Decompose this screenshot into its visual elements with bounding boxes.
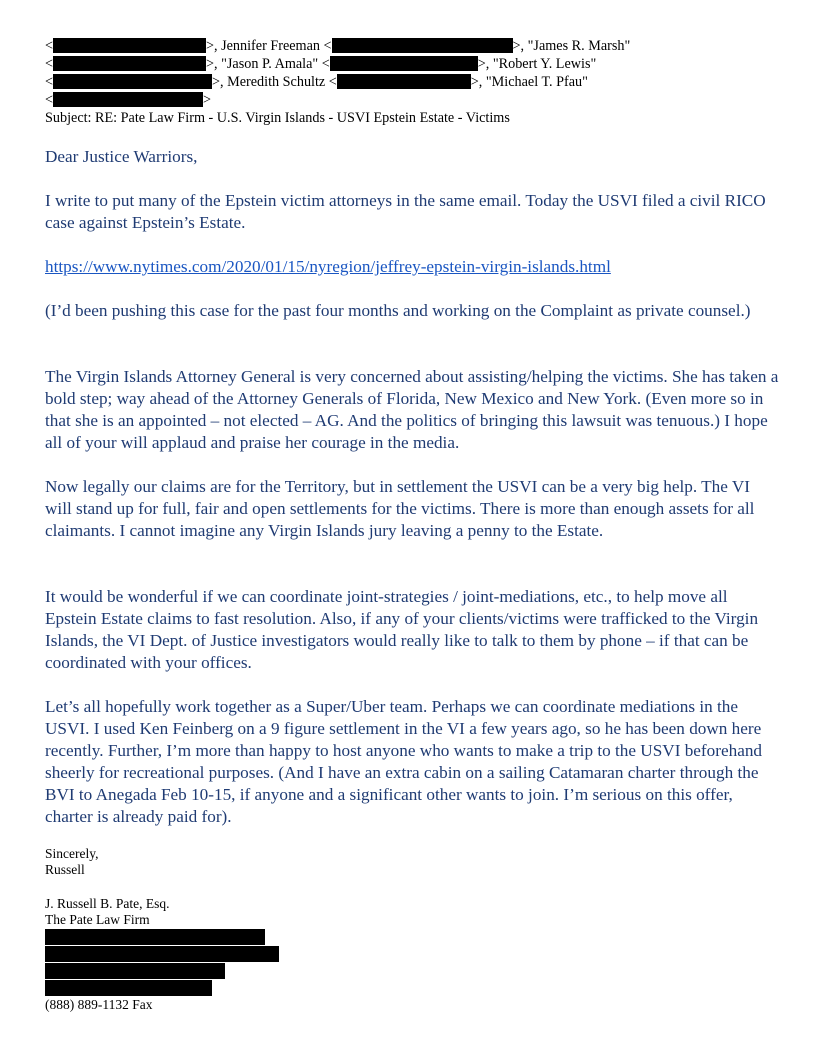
salutation: Dear Justice Warriors, bbox=[45, 147, 198, 166]
redaction-bar bbox=[337, 74, 471, 89]
bracket: < bbox=[45, 38, 54, 54]
recipient-robert-lewis: >, "Robert Y. Lewis" bbox=[477, 56, 597, 72]
recipients-line-1 bbox=[45, 38, 630, 54]
nytimes-link[interactable]: https://www.nytimes.com/2020/01/15/nyregion/jeffrey-epstein-virgin-islands.html bbox=[45, 257, 611, 276]
closing: Sincerely, bbox=[45, 846, 99, 861]
recipient-jason-amala: >, "Jason P. Amala" < bbox=[206, 56, 330, 72]
redaction-bar bbox=[45, 963, 225, 979]
redaction-bar bbox=[330, 56, 478, 71]
recipient-meredith-schultz: >, Meredith Schultz < bbox=[212, 74, 337, 90]
paragraph-background: (I’d been pushing this case for the past four months and working on the Complaint as private counsel.) bbox=[45, 301, 751, 320]
recipient-michael-pfau: >, "Michael T. Pfau" bbox=[470, 74, 588, 90]
bracket: < bbox=[45, 74, 54, 90]
redaction-bar bbox=[45, 946, 279, 962]
signer-full-name: J. Russell B. Pate, Esq. bbox=[45, 896, 170, 911]
redaction-bar bbox=[332, 38, 513, 53]
bracket: > bbox=[203, 92, 212, 108]
recipient-james-marsh: >, "James R. Marsh" bbox=[512, 38, 631, 54]
paragraph-intro: I write to put many of the Epstein victim attorneys in the same email. Today the USVI filed a civil RICO case against Epstein’s Estate. bbox=[45, 191, 766, 232]
redaction-bar bbox=[53, 92, 203, 107]
paragraph-settlement: Now legally our claims are for the Territory, but in settlement the USVI can be a very big help. The VI will stand up for full, fair and open settlements for the victims. There is more than enough assets for all claimants. I cannot imagine any Virgin Islands jury leaving a penny to the Estate. bbox=[45, 477, 755, 540]
signer-first-name: Russell bbox=[45, 862, 85, 877]
redaction-bar bbox=[53, 38, 206, 53]
recipient-jennifer-freeman: >, Jennifer Freeman < bbox=[206, 38, 332, 54]
news-link-wrapper bbox=[45, 256, 780, 278]
redaction-bar bbox=[45, 980, 212, 996]
recipients-line-3 bbox=[45, 74, 588, 90]
email-subject: Subject: RE: Pate Law Firm - U.S. Virgin Islands - USVI Epstein Estate - Victims bbox=[45, 110, 510, 126]
recipients-line-4 bbox=[45, 92, 211, 108]
redaction-bar bbox=[53, 74, 212, 89]
firm-name: The Pate Law Firm bbox=[45, 912, 150, 927]
paragraph-attorney-general: The Virgin Islands Attorney General is very concerned about assisting/helping the victims. She has taken a bold step; way ahead of the Attorney Generals of Florida, New Mexico and New York. (Even more so in that she is an appointed – not elected – AG. And the politics of bringing this lawsuit was tenuous.) I hope all of your will applaud and praise her courage in the media. bbox=[45, 367, 779, 452]
bracket: < bbox=[45, 56, 54, 72]
recipients-line-2 bbox=[45, 56, 596, 72]
redaction-bar bbox=[45, 929, 265, 945]
paragraph-team: Let’s all hopefully work together as a Super/Uber team. Perhaps we can coordinate mediations in the USVI. I used Ken Feinberg on a 9 figure settlement in the VI a few years ago, so he has been down here recently. Further, I’m more than happy to host anyone who wants to make a trip to the USVI beforehand sheerly for recreational purposes. (And I have an extra cabin on a sailing Catamaran charter through the BVI to Anegada Feb 10-15, if anyone and a significant other wants to join. I’m serious on this offer, charter is already paid for). bbox=[45, 697, 763, 826]
paragraph-coordination: It would be wonderful if we can coordinate joint-strategies / joint-mediations, etc., to help move all Epstein Estate claims to fast resolution. Also, if any of your clients/victims were trafficked to the Virgin Islands, the VI Dept. of Justice investigators would really like to talk to them by phone – if that can be coordinated with your offices. bbox=[45, 587, 759, 672]
fax-number: (888) 889-1132 Fax bbox=[45, 997, 153, 1012]
bracket: < bbox=[45, 92, 54, 108]
redaction-bar bbox=[53, 56, 206, 71]
